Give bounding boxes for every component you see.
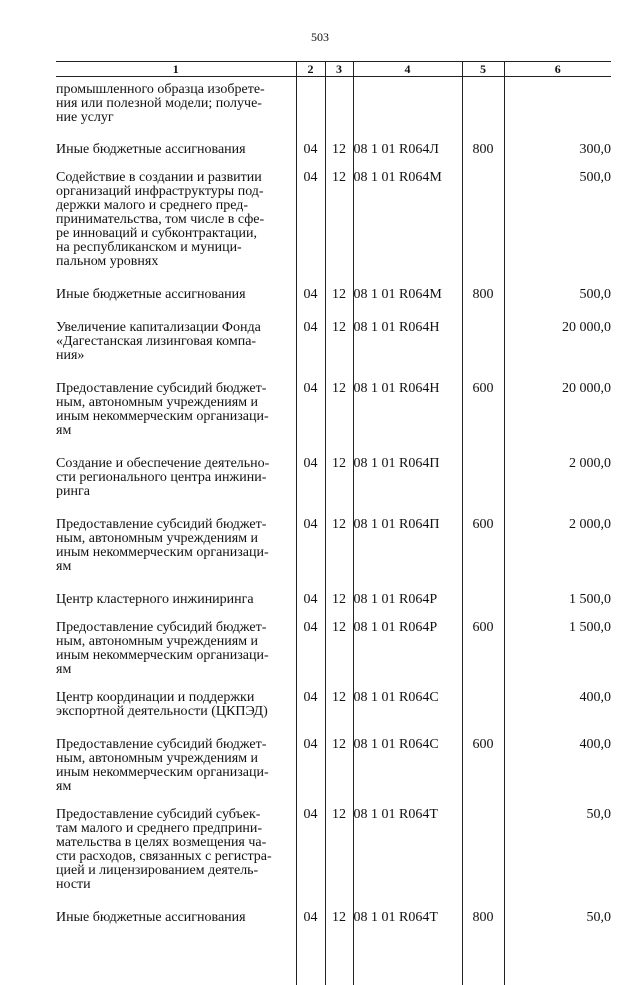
row-rz [296, 499, 325, 574]
row-csr-value: 08 1 01 R064М [354, 171, 462, 185]
name-line: принимательства, том числе в сфе- [56, 213, 296, 227]
row-name [56, 892, 296, 925]
row-csr [353, 269, 462, 302]
row-sum [504, 157, 611, 269]
row-csr [353, 574, 462, 607]
row-csr-value: 08 1 01 R064С [354, 738, 462, 752]
row-sum [504, 794, 611, 892]
name-line: сти регионального центра инжини- [56, 471, 296, 485]
name-line: цией и лицензированием деятель- [56, 864, 296, 878]
table-row [56, 794, 611, 892]
table-row [56, 157, 611, 269]
name-line: иным некоммерческим организаци- [56, 410, 296, 424]
row-name [56, 438, 296, 499]
row-rz [296, 157, 325, 269]
row-pr [325, 157, 353, 269]
row-vr [462, 574, 504, 607]
name-line: ям [56, 663, 296, 677]
table-row [56, 677, 611, 719]
row-vr-value: 600 [463, 621, 504, 635]
name-line: экспортной деятельности (ЦКПЭД) [56, 705, 296, 719]
col-header: 6 [504, 62, 611, 77]
row-name [56, 794, 296, 892]
row-sum-value: 400,0 [505, 691, 612, 705]
name-line: ности [56, 878, 296, 892]
row-pr-value: 12 [326, 593, 353, 607]
row-vr [462, 363, 504, 438]
row-pr [325, 719, 353, 794]
row-sum-value: 2 000,0 [505, 518, 612, 532]
name-line: организаций инфраструктуры под- [56, 185, 296, 199]
row-csr-value: 08 1 01 R064П [354, 518, 462, 532]
name-line: ние услуг [56, 111, 296, 125]
row-rz-value: 04 [297, 808, 325, 822]
row-rz-value: 04 [297, 171, 325, 185]
row-rz [296, 677, 325, 719]
row-csr [353, 719, 462, 794]
row-name [56, 677, 296, 719]
row-name [56, 77, 296, 126]
filler-cell [353, 925, 462, 985]
row-rz [296, 719, 325, 794]
row-pr [325, 499, 353, 574]
row-sum [504, 499, 611, 574]
name-line: Предоставление субсидий субъек- [56, 808, 296, 822]
name-line: держки малого и среднего пред- [56, 199, 296, 213]
row-pr [325, 302, 353, 363]
row-vr [462, 269, 504, 302]
table-row [56, 574, 611, 607]
row-sum-value: 500,0 [505, 288, 612, 302]
row-sum [504, 77, 611, 126]
page-number: 503 [0, 30, 640, 45]
name-line: там малого и среднего предприни- [56, 822, 296, 836]
name-line: ре инноваций и субконтрактации, [56, 227, 296, 241]
row-pr [325, 574, 353, 607]
row-sum-value: 400,0 [505, 738, 612, 752]
row-csr [353, 363, 462, 438]
name-line: «Дагестанская лизинговая компа- [56, 335, 296, 349]
table-filler-row [56, 925, 611, 985]
name-line: иным некоммерческим организаци- [56, 546, 296, 560]
name-line: Содействие в создании и развитии [56, 171, 296, 185]
row-sum-value: 500,0 [505, 171, 612, 185]
name-line: сти расходов, связанных с регистра- [56, 850, 296, 864]
row-sum [504, 302, 611, 363]
row-rz [296, 438, 325, 499]
row-vr [462, 607, 504, 677]
row-sum [504, 438, 611, 499]
name-line: Создание и обеспечение деятельно- [56, 457, 296, 471]
table-row [56, 77, 611, 126]
name-line: иным некоммерческим организаци- [56, 649, 296, 663]
row-csr [353, 607, 462, 677]
table-row [56, 892, 611, 925]
col-header: 1 [56, 62, 296, 77]
table-row [56, 499, 611, 574]
row-vr [462, 302, 504, 363]
row-vr [462, 794, 504, 892]
name-line: ям [56, 780, 296, 794]
row-pr [325, 363, 353, 438]
row-vr [462, 892, 504, 925]
row-sum [504, 574, 611, 607]
row-sum [504, 125, 611, 157]
row-pr [325, 438, 353, 499]
filler-cell [462, 925, 504, 985]
row-name [56, 157, 296, 269]
row-pr [325, 794, 353, 892]
row-rz [296, 574, 325, 607]
name-line: Иные бюджетные ассигнования [56, 288, 296, 302]
name-line: Предоставление субсидий бюджет- [56, 621, 296, 635]
row-pr [325, 125, 353, 157]
row-rz-value: 04 [297, 382, 325, 396]
row-rz-value: 04 [297, 457, 325, 471]
row-pr-value: 12 [326, 691, 353, 705]
row-pr-value: 12 [326, 321, 353, 335]
table-row [56, 125, 611, 157]
row-vr [462, 438, 504, 499]
row-rz [296, 77, 325, 126]
filler-cell [325, 925, 353, 985]
row-csr [353, 302, 462, 363]
row-sum [504, 269, 611, 302]
name-line: на республиканском и муници- [56, 241, 296, 255]
row-pr-value: 12 [326, 808, 353, 822]
row-sum-value: 1 500,0 [505, 593, 612, 607]
name-line: ям [56, 424, 296, 438]
row-name [56, 363, 296, 438]
row-sum-value: 1 500,0 [505, 621, 612, 635]
row-csr-value: 08 1 01 R064Т [354, 808, 462, 822]
row-sum-value: 50,0 [505, 911, 612, 925]
row-vr [462, 157, 504, 269]
row-vr [462, 719, 504, 794]
row-name [56, 607, 296, 677]
row-name [56, 574, 296, 607]
row-sum-value: 300,0 [505, 143, 612, 157]
name-line: ным, автономным учреждениям и [56, 635, 296, 649]
row-vr-value: 800 [463, 288, 504, 302]
row-csr-value: 08 1 01 R064Н [354, 382, 462, 396]
row-vr-value: 800 [463, 911, 504, 925]
row-rz [296, 363, 325, 438]
row-rz-value: 04 [297, 738, 325, 752]
row-sum-value: 20 000,0 [505, 321, 612, 335]
row-name [56, 125, 296, 157]
row-csr [353, 157, 462, 269]
row-csr [353, 77, 462, 126]
name-line: мательства в целях возмещения ча- [56, 836, 296, 850]
name-line: Увеличение капитализации Фонда [56, 321, 296, 335]
row-pr [325, 77, 353, 126]
table-row [56, 363, 611, 438]
row-pr-value: 12 [326, 457, 353, 471]
row-rz-value: 04 [297, 911, 325, 925]
row-rz [296, 794, 325, 892]
row-vr [462, 125, 504, 157]
name-line: ринга [56, 485, 296, 499]
row-csr-value: 08 1 01 R064Р [354, 621, 462, 635]
row-vr-value: 800 [463, 143, 504, 157]
row-sum [504, 719, 611, 794]
name-line: Предоставление субсидий бюджет- [56, 738, 296, 752]
table-row [56, 607, 611, 677]
filler-cell [296, 925, 325, 985]
row-csr-value: 08 1 01 R064Т [354, 911, 462, 925]
row-name [56, 719, 296, 794]
name-line: ным, автономным учреждениям и [56, 532, 296, 546]
row-rz [296, 607, 325, 677]
row-rz-value: 04 [297, 691, 325, 705]
table-row [56, 438, 611, 499]
row-vr [462, 77, 504, 126]
row-sum [504, 892, 611, 925]
row-sum [504, 607, 611, 677]
row-pr-value: 12 [326, 171, 353, 185]
row-pr-value: 12 [326, 382, 353, 396]
row-rz [296, 125, 325, 157]
row-pr-value: 12 [326, 288, 353, 302]
row-vr [462, 677, 504, 719]
row-csr [353, 125, 462, 157]
row-rz-value: 04 [297, 288, 325, 302]
row-csr-value: 08 1 01 R064П [354, 457, 462, 471]
filler-cell [504, 925, 611, 985]
filler-cell [56, 925, 296, 985]
row-sum-value: 20 000,0 [505, 382, 612, 396]
row-pr [325, 677, 353, 719]
col-header: 2 [296, 62, 325, 77]
row-rz [296, 892, 325, 925]
row-rz-value: 04 [297, 593, 325, 607]
row-sum [504, 363, 611, 438]
name-line: Центр кластерного инжиниринга [56, 593, 296, 607]
name-line: Центр координации и поддержки [56, 691, 296, 705]
row-rz-value: 04 [297, 321, 325, 335]
row-vr-value: 600 [463, 382, 504, 396]
name-line: пальном уровнях [56, 255, 296, 269]
table-row [56, 269, 611, 302]
table-row [56, 302, 611, 363]
name-line: ным, автономным учреждениям и [56, 396, 296, 410]
row-rz-value: 04 [297, 621, 325, 635]
row-pr [325, 269, 353, 302]
row-rz [296, 269, 325, 302]
row-csr [353, 677, 462, 719]
table-body [56, 77, 611, 985]
row-csr [353, 892, 462, 925]
row-sum [504, 677, 611, 719]
name-line: Иные бюджетные ассигнования [56, 911, 296, 925]
name-line: Предоставление субсидий бюджет- [56, 382, 296, 396]
row-vr-value: 600 [463, 518, 504, 532]
name-line: ям [56, 560, 296, 574]
row-name [56, 302, 296, 363]
row-vr-value: 600 [463, 738, 504, 752]
row-pr-value: 12 [326, 143, 353, 157]
row-pr-value: 12 [326, 911, 353, 925]
budget-table [56, 61, 611, 985]
name-line: ным, автономным учреждениям и [56, 752, 296, 766]
row-rz [296, 302, 325, 363]
row-csr [353, 438, 462, 499]
header-row [56, 62, 611, 77]
row-csr-value: 08 1 01 R064Л [354, 143, 462, 157]
col-header: 3 [325, 62, 353, 77]
name-line: промышленного образца изобрете- [56, 83, 296, 97]
name-line: Предоставление субсидий бюджет- [56, 518, 296, 532]
row-vr [462, 499, 504, 574]
name-line: иным некоммерческим организаци- [56, 766, 296, 780]
col-header: 4 [353, 62, 462, 77]
row-sum-value: 50,0 [505, 808, 612, 822]
row-pr-value: 12 [326, 621, 353, 635]
row-rz-value: 04 [297, 143, 325, 157]
row-pr [325, 892, 353, 925]
name-line: ния или полезной модели; получе- [56, 97, 296, 111]
row-csr-value: 08 1 01 R064Р [354, 593, 462, 607]
row-pr [325, 607, 353, 677]
row-sum-value: 2 000,0 [505, 457, 612, 471]
col-header: 5 [462, 62, 504, 77]
row-name [56, 499, 296, 574]
row-name [56, 269, 296, 302]
name-line: Иные бюджетные ассигнования [56, 143, 296, 157]
row-csr-value: 08 1 01 R064Н [354, 321, 462, 335]
row-csr [353, 794, 462, 892]
row-csr-value: 08 1 01 R064М [354, 288, 462, 302]
row-csr [353, 499, 462, 574]
row-pr-value: 12 [326, 518, 353, 532]
row-rz-value: 04 [297, 518, 325, 532]
row-csr-value: 08 1 01 R064С [354, 691, 462, 705]
name-line: ния» [56, 349, 296, 363]
row-pr-value: 12 [326, 738, 353, 752]
table-row [56, 719, 611, 794]
